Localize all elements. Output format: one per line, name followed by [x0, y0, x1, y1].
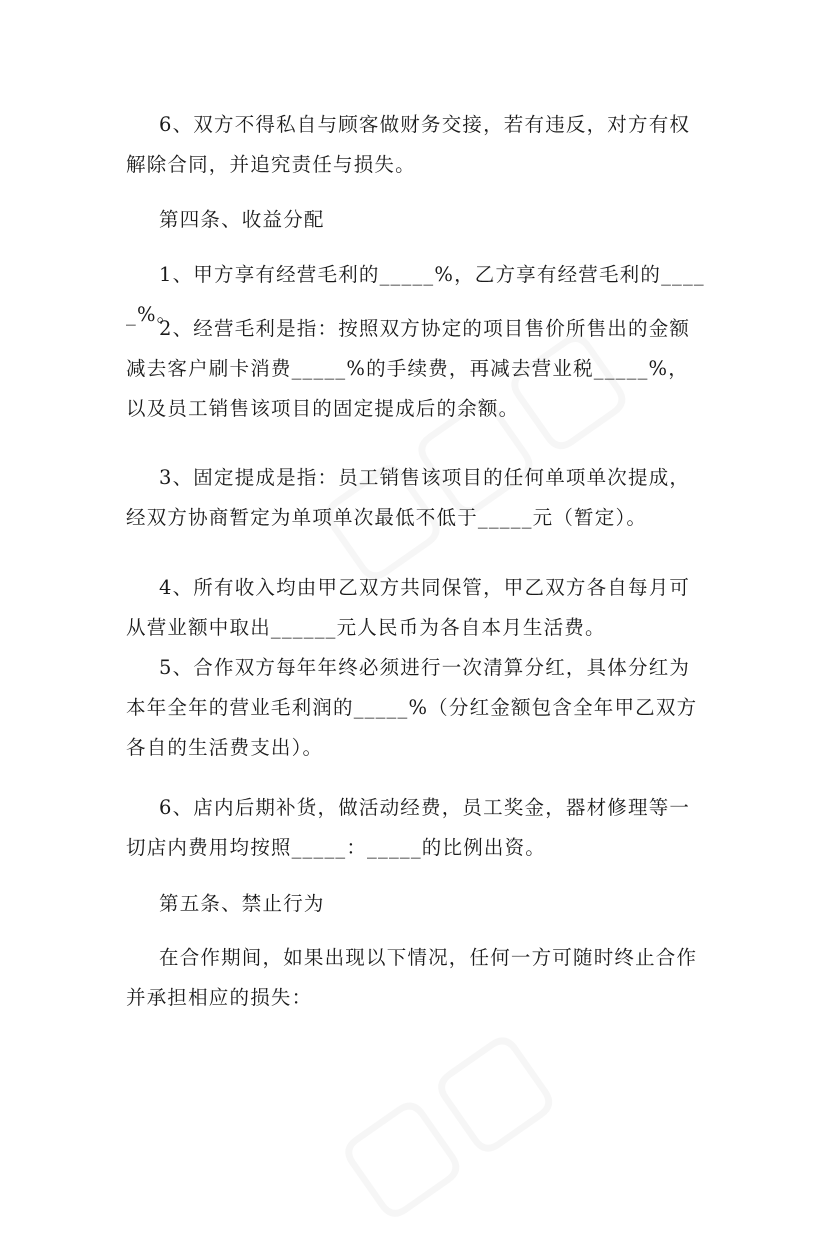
- watermark: [311, 998, 576, 1241]
- clause-6-no-private-transactions: 6、双方不得私自与顾客做财务交接，若有违反，对方有权解除合同，并追究责任与损失。: [126, 113, 691, 176]
- clause-5-dividend: 5、合作双方每年年终必须进行一次清算分红，具体分红为本年全年的营业毛利润的_____%（分红金额包含全年甲乙双方各自的生活费支出）。: [126, 656, 698, 759]
- clause-6-expense-ratio: 6、店内后期补货，做活动经费，员工奖金，器材修理等一切店内费用均按照_____：_____的比例出资。: [126, 796, 691, 859]
- clause-2-gross-profit-definition: 2、经营毛利是指：按照双方协定的项目售价所售出的金额减去客户刷卡消费_____%的手续费，再减去营业税_____%，以及员工销售该项目的固定提成后的余额。: [126, 317, 691, 420]
- clause-1-profit-share: 1、甲方享有经营毛利的_____%，乙方享有经营毛利的_____%。: [126, 263, 705, 326]
- clause-4-income-custody: 4、所有收入均由甲乙双方共同保管，甲乙双方各自每月可从营业额中取出______元人民币为各自本月生活费。: [126, 576, 691, 639]
- article-5-heading: 第五条、禁止行为: [159, 892, 325, 915]
- clause-3-commission-definition: 3、固定提成是指：员工销售该项目的任何单项单次提成，经双方协商暂定为单项单次最低不低于_____元（暂定）。: [126, 466, 691, 529]
- article-4-heading: 第四条、收益分配: [159, 208, 325, 231]
- article-5-intro: 在合作期间，如果出现以下情况，任何一方可随时终止合作并承担相应的损失：: [126, 946, 698, 1009]
